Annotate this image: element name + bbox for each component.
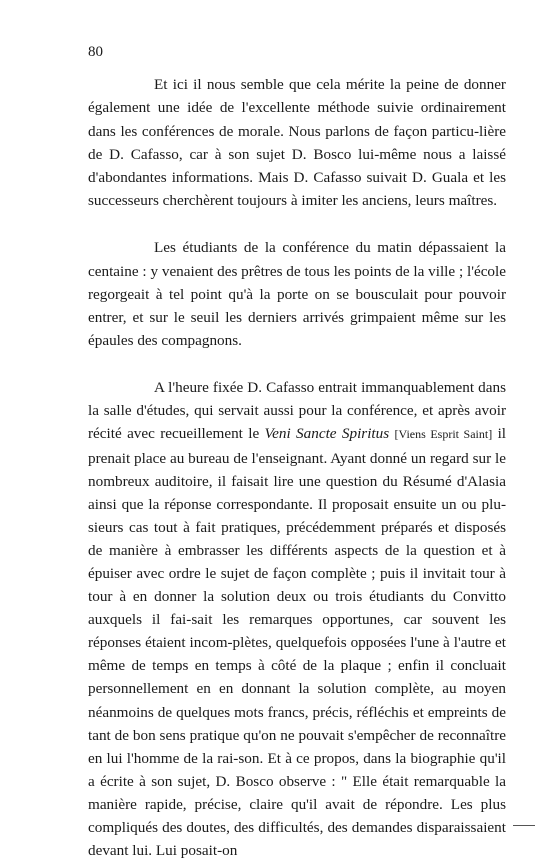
paragraph-2: Les étudiants de la conférence du matin dépassaient la centaine : y venaient des prêtres de tous les points de la ville ; l'école regorgeait à tel point qu'à la porte on se bousculait pour pouvoir entrer, et sur le seuil les derniers arrivés grimpaient même sur les épaules des compagnons.	[88, 239, 506, 350]
page-edge-mark	[513, 825, 535, 826]
paragraph-3-intro: A l'heure fixée D. Cafasso entrait immanquablement dans la salle d'études, qui servait aussi pour la conférence, et après avoir récité avec recueillement le	[88, 379, 506, 443]
latin-hymn-title: Veni Sancte Spiritus	[264, 425, 390, 443]
paragraph-1: Et ici il nous semble que cela mérite la peine de donner également une idée de l'excellente méthode suivie ordinairement dans les conférences de morale. Nous parlons de façon particu-lière de D. Cafasso, car à son sujet D. Bosco lui-même nous a laissé d'abondantes informations. Mais D. Cafasso suivait D. Guala et les successeurs cherchèrent toujours à imiter les anciens, leurs maîtres.	[88, 76, 506, 210]
paragraph-3	[88, 376, 506, 862]
body-text	[88, 73, 506, 862]
page-number: 80	[88, 44, 103, 60]
paragraph-3-body: il prenait place au bureau de l'enseignant. Ayant donné un regard sur le nombreux auditoire, il faisait lire une question du Résumé d'Alasia ainsi que la réponse correspondante. Il proposait ensuite un ou plu-sieurs cas tout à fait pratiques, précédemment préparés et disposés de manière à embrasser les différents aspects de la question et à épuiser avec ordre le sujet de façon complète ; puis il invitait tour à tour à en donner la solution deux ou trois étudiants du Convitto auxquels il fai-sait les remarques opportunes, car souvent les réponses étaient incom-plètes, quelquefois opposées l'une à l'autre et même de temps en temps à côté de la plaque ; enfin il concluait personnellement en en donnant la solution complète, au moyen néanmoins de quelques mots francs, précis, réfléchis et empreints de tant de bon sens pratique qu'on ne pouvait s'empêcher de reconnaître en lui l'homme de la rai-son. Et à ce propos, dans la biographie qu'il a écrite à son sujet, D. Bosco observe : " Elle était remarquable la manière rapide, précise, claire qu'il avait de répondre. Les plus compliqués des doutes, des difficultés, des demandes disparaissaient devant lui. Lui posait-on	[88, 425, 507, 860]
hymn-translation: [Viens Esprit Saint]	[394, 427, 493, 442]
